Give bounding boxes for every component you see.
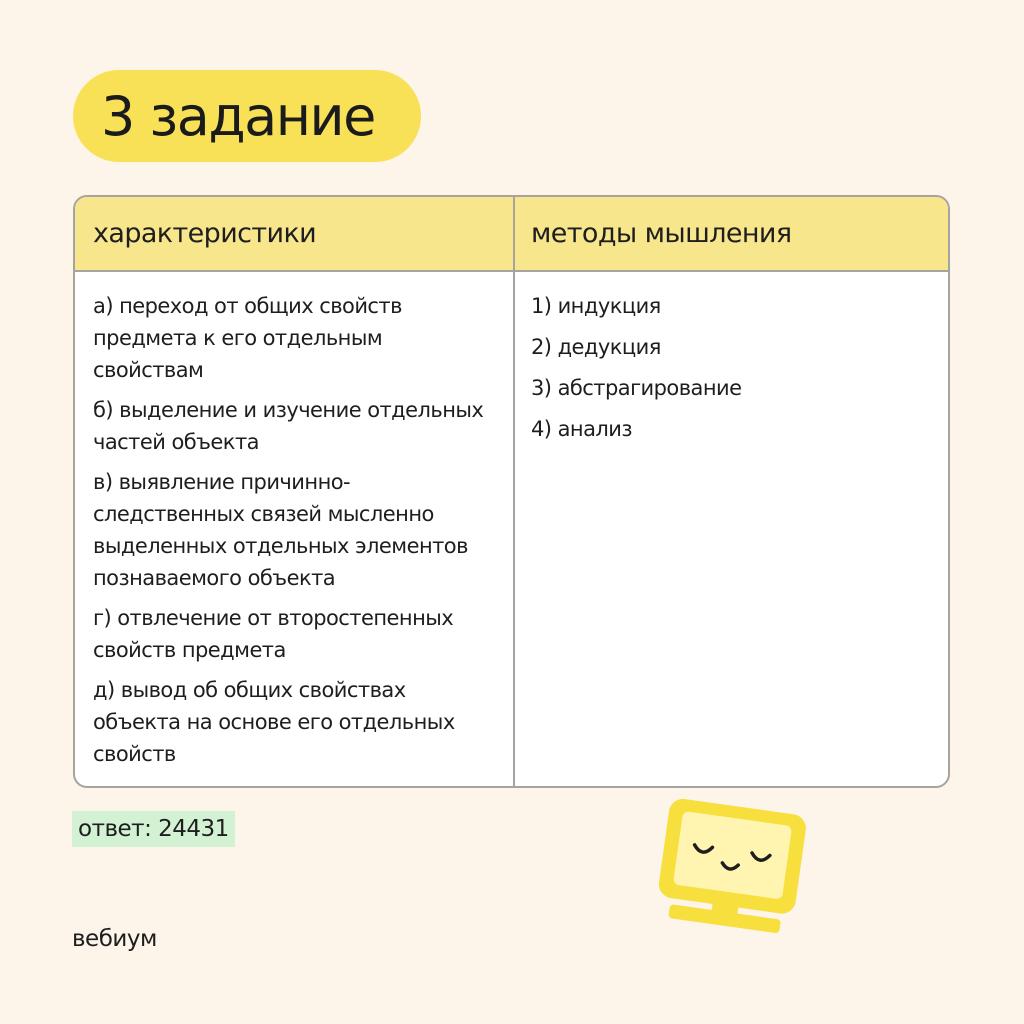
characteristics-column <box>93 290 498 778</box>
column-divider <box>513 197 515 786</box>
table-header <box>75 197 948 272</box>
methods-column <box>531 290 931 454</box>
method-item: 1) индукция <box>531 294 661 318</box>
method-item: 3) абстрагирование <box>531 376 742 400</box>
characteristic-item: г) отвлечение от второстепенных свойств предмета <box>93 606 454 662</box>
characteristic-item: д) вывод об общих свойствах объекта на основе его отдельных свойств <box>93 678 455 766</box>
brand-logo: вебиум <box>72 926 157 952</box>
characteristic-item: а) переход от общих свойств предмета к его отдельным свойствам <box>93 294 402 382</box>
answer-label: ответ: 24431 <box>72 811 235 847</box>
task-table <box>73 195 950 788</box>
method-item: 4) анализ <box>531 417 632 441</box>
page-title: 3 задание <box>101 84 375 148</box>
characteristic-item: б) выделение и изучение отдельных частей объекта <box>93 398 484 454</box>
header-characteristics: характеристики <box>93 218 317 249</box>
characteristic-item: в) выявление причинно-следственных связей мысленно выделенных отдельных элементов познаваемого объекта <box>93 470 468 590</box>
method-item: 2) дедукция <box>531 335 661 359</box>
sleepy-computer-mascot-icon <box>648 796 812 940</box>
title-badge <box>73 70 421 162</box>
header-methods: методы мышления <box>531 218 792 249</box>
